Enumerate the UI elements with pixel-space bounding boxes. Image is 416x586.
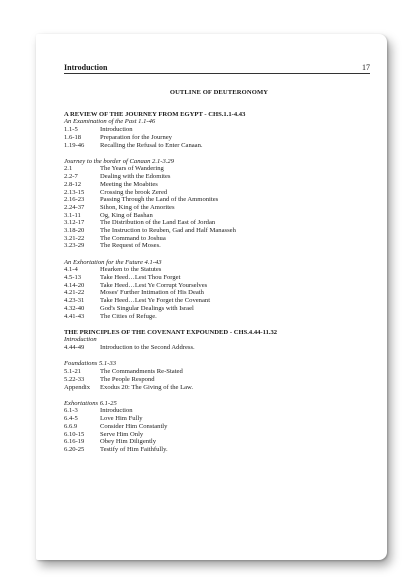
outline-entry [64, 126, 374, 134]
outline-entry [64, 407, 374, 415]
outline-entry [64, 173, 374, 181]
entry-text: Hearken to the Statutes [100, 266, 162, 274]
outline-entry [64, 204, 374, 212]
entry-text: Love Him Fully [100, 415, 143, 423]
entry-reference: 4.14-20 [64, 281, 85, 289]
entry-reference: 6.1-3 [64, 407, 78, 415]
entry-text: Take Heed…Lest Thou Forget [100, 274, 181, 282]
outline-entry [64, 266, 374, 274]
entry-reference: 6.20-25 [64, 445, 85, 453]
entry-reference: 4.32-40 [64, 304, 85, 312]
entry-text: Introduction [100, 126, 133, 134]
entry-text: The Distribution of the Land East of Jordan [100, 219, 216, 227]
entry-reference: 3.23-29 [64, 242, 85, 250]
entry-text: Meeting the Moabites [100, 180, 158, 188]
outline-entry [64, 282, 374, 290]
outline-entry [64, 289, 374, 297]
entry-text: Testify of Him Faithfully. [100, 445, 168, 453]
entry-reference: 1.1-5 [64, 126, 78, 134]
entry-reference: 1.19-46 [64, 141, 85, 149]
part-heading: THE PRINCIPLES OF THE COVENANT EXPOUNDED - CHS.4.44-11.32 [64, 328, 278, 336]
entry-reference: 4.44-49 [64, 344, 85, 352]
entry-reference: 2.8-12 [64, 180, 82, 188]
entry-reference: 4.21-22 [64, 289, 85, 297]
entry-reference: 6.6.9 [64, 422, 78, 430]
outline-entry [64, 219, 374, 227]
entry-text: The Commandments Re-Stated [100, 368, 183, 376]
outline-entry [64, 181, 374, 189]
entry-reference: 6.4-5 [64, 415, 78, 423]
section-subheading: An Exhortation for the Future 4.1-43 [64, 258, 162, 266]
entry-text: The Years of Wandering [100, 165, 164, 173]
outline-entry [64, 212, 374, 220]
entry-text: God's Singular Dealings with Israel [100, 304, 194, 312]
entry-reference: 3.18-20 [64, 227, 85, 235]
part-1-sections [64, 118, 374, 320]
outline-entry [64, 165, 374, 173]
entry-text: Og, King of Bashan [100, 211, 153, 219]
outline-title: OUTLINE OF DEUTERONOMY [169, 89, 269, 96]
outline-entry [64, 313, 374, 321]
outline-entry [64, 368, 374, 376]
outline-entry [64, 227, 374, 235]
entry-reference: 4.5-13 [64, 274, 82, 282]
outline-entry [64, 305, 374, 313]
entry-reference: 1.6-18 [64, 133, 82, 141]
entry-reference: 4.1-4 [64, 266, 78, 274]
entry-text: Serve Him Only [100, 430, 144, 438]
outline-entry [64, 297, 374, 305]
outline-entry [64, 376, 374, 384]
outline-entry [64, 431, 374, 439]
book-page [36, 34, 387, 560]
entry-text: Take Heed…Lest Ye Corrupt Yourselves [100, 281, 208, 289]
entry-text: The Instruction to Reuben, Gad and Half Manasseh [100, 227, 236, 235]
outline-entry [64, 196, 374, 204]
entry-text: Dealing with the Edomites [100, 173, 171, 181]
entry-reference: 5.1-21 [64, 368, 82, 376]
outline-entry [64, 344, 374, 352]
entry-text: The Command to Joshua [100, 234, 166, 242]
entry-text: Passing Through the Land of the Ammonites [100, 196, 219, 204]
outline-entry [64, 235, 374, 243]
outline-entry [64, 423, 374, 431]
entry-reference: 2.13-15 [64, 188, 85, 196]
entry-text: Recalling the Refusal to Enter Canaan. [100, 141, 203, 149]
entry-text: The Cities of Refuge. [100, 312, 157, 320]
entry-text: Introduction to the Second Address. [100, 344, 195, 352]
entry-reference: 4.23-31 [64, 297, 85, 305]
entry-text: Sihon, King of the Amorites [100, 203, 175, 211]
entry-reference: 4.41-43 [64, 312, 85, 320]
section-subheading: Exhortations 6.1-25 [64, 399, 117, 407]
outline-entry [64, 415, 374, 423]
entry-reference: Appendix [64, 383, 91, 391]
entry-reference: 3.21-22 [64, 234, 85, 242]
entry-reference: 6.16-19 [64, 438, 85, 446]
part-heading: A REVIEW OF THE JOURNEY FROM EGYPT - CHS.1.1-4.43 [64, 110, 246, 118]
section-subheading: Introduction [64, 336, 97, 344]
entry-text: Preparation for the Journey [100, 133, 172, 141]
page-number: 17 [362, 63, 370, 72]
entry-reference: 2.2-7 [64, 173, 78, 181]
entry-reference: 6.10-15 [64, 430, 85, 438]
part-2-sections [64, 336, 374, 453]
entry-text: Obey Him Diligently [100, 438, 157, 446]
outline-entry [64, 189, 374, 197]
running-head [64, 63, 370, 74]
entry-reference: 2.1 [64, 165, 73, 173]
entry-reference: 3.12-17 [64, 219, 85, 227]
entry-text: Take Heed…Lest Ye Forget the Covenant [100, 297, 211, 305]
entry-reference: 2.24-37 [64, 203, 85, 211]
outline-content [64, 89, 374, 454]
section-subheading: Journey to the border of Canaan 2.1-3.29 [64, 157, 175, 165]
outline-entry [64, 384, 374, 392]
section-subheading: An Examination of the Past 1.1-46 [64, 118, 156, 126]
outline-entry [64, 438, 374, 446]
outline-entry [64, 242, 374, 250]
entry-text: Introduction [100, 407, 133, 415]
entry-text: Moses' Further Intimation of His Death [100, 289, 204, 297]
entry-reference: 3.1-11 [64, 211, 81, 219]
entry-text: Consider Him Constantly [100, 422, 168, 430]
outline-entry [64, 134, 374, 142]
entry-text: Exodus 20: The Giving of the Law. [100, 383, 194, 391]
entry-text: Crossing the brook Zered [100, 188, 168, 196]
entry-reference: 2.16-23 [64, 196, 85, 204]
entry-text: The Request of Moses. [100, 242, 161, 250]
running-head-title: Introduction [64, 63, 108, 72]
section-subheading: Foundations 5.1-33 [64, 360, 117, 368]
outline-entry [64, 446, 374, 454]
entry-reference: 5.22-33 [64, 375, 85, 383]
outline-entry [64, 142, 374, 150]
outline-entry [64, 274, 374, 282]
entry-text: The People Respond [100, 375, 155, 383]
